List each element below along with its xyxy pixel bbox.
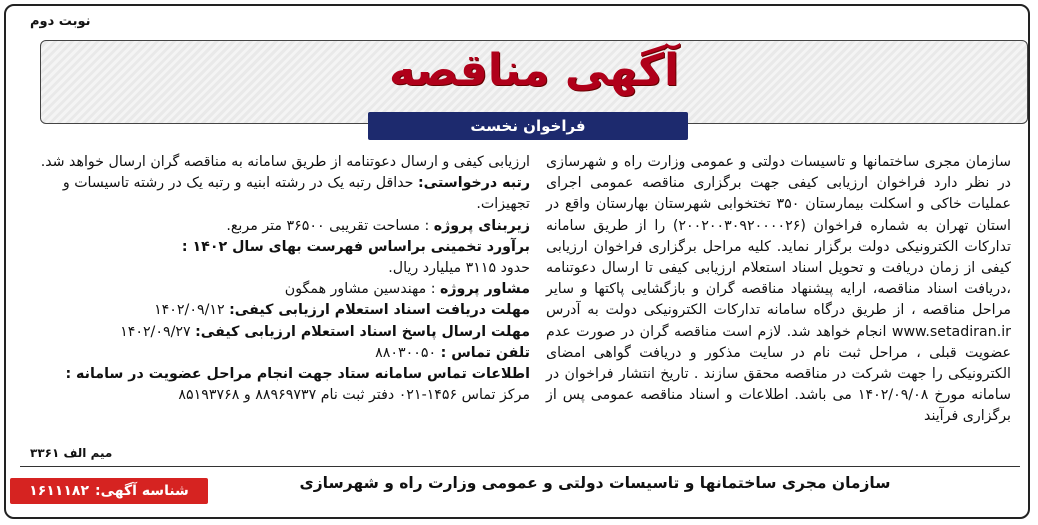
phone-value: ۸۸۰۳۰۰۵۰ <box>375 344 441 361</box>
footer-organization: سازمان مجری ساختمانها و تاسیسات دولتی و عمومی وزارت راه و شهرسازی <box>299 474 891 492</box>
ad-title: آگهی مناقصه <box>388 45 680 96</box>
contact-label: اطلاعات تماس سامانه ستاد جهت انجام مراحل عضویت در سامانه : <box>65 366 530 383</box>
ad-subtitle: فراخوان نخست <box>368 112 688 140</box>
ad-id-value: ۱۶۱۱۱۸۲ <box>29 483 89 499</box>
phone-label: تلفن تماس : <box>440 344 530 361</box>
footer-divider <box>20 466 1020 467</box>
body-right-column <box>546 152 1011 428</box>
rank-line <box>30 173 530 215</box>
rank-label: رتبه درخواستی: <box>417 175 530 192</box>
phone-line <box>30 343 530 364</box>
ad-id-label: شناسه آگهی: <box>95 483 189 499</box>
ad-id-badge <box>10 478 208 504</box>
body-left-column <box>30 152 530 406</box>
deadline1-line <box>30 300 530 321</box>
contact-value: مرکز تماس ۱۴۵۶-۰۲۱ دفتر ثبت نام ۸۸۹۶۹۷۳۷ و ۸۵۱۹۳۷۶۸ <box>178 387 530 404</box>
deadline1-label: مهلت دریافت اسناد استعلام ارزیابی کیفی: <box>229 302 530 319</box>
deadline1-value: ۱۴۰۲/۰۹/۱۲ <box>154 302 230 319</box>
consultant-line <box>30 279 530 300</box>
consultant-label: مشاور پروژه <box>440 281 530 298</box>
body-right-text: سازمان مجری ساختمانها و تاسیسات دولتی و عمومی وزارت راه و شهرسازی در نظر دارد فراخوان ارزیابی کیفی جهت برگزاری مناقصه عمومی اجرای عملیات خاکی و اسکلت بیمارستان ۳۵۰ تختخوابی شهرستان بهارستان واقع در استان تهران به شماره فراخوان (۲۰۰۲۰۰۳۰۹۲۰۰۰۰۲۶) را از طریق سامانه تدارکات الکترونیکی دولت برگزار نماید. کلیه مراحل برگزاری فراخوان ارزیابی کیفی از زمان دریافت و تحویل اسناد استعلام ارزیابی کیفی تا ارسال دعوتنامه ،دریافت اسناد مناقصه، ارایه پیشنهاد مناقصه گران و بازگشایی پاکتها و سایر مراحل مناقصه ، از طریق درگاه سامانه تدارکات الکترونیکی دولت به آدرس www.setadiran.ir انجام خواهد شد. لازم است مناقصه گران در صورت عدم عضویت قبلی ، مراحل ثبت نام در سایت مذکور و دریافت گواهی امضای الکترونیکی را جهت شرکت در مناقصه محقق سازند . تاریخ انتشار فراخوان در سامانه مورخ ۱۴۰۲/۰۹/۰۸ می باشد. اطلاعات و اسناد مناقصه عمومی پس از برگزاری فرآیند <box>546 154 1011 425</box>
deadline2-value: ۱۴۰۲/۰۹/۲۷ <box>120 323 196 340</box>
area-line <box>30 216 530 237</box>
area-label: زیربنای پروژه <box>433 217 530 234</box>
estimate-label: برآورد تخمینی براساس فهرست بهای سال ۱۴۰۲ : <box>181 238 530 255</box>
body-left-intro: ارزیابی کیفی و ارسال دعوتنامه از طریق سامانه به مناقصه گران ارسال خواهد شد. <box>40 154 530 170</box>
ad-code: میم الف ۳۳۶۱ <box>30 446 113 460</box>
round-label: نوبت دوم <box>30 14 91 29</box>
deadline2-line <box>30 322 530 343</box>
area-value: : مساحت تقریبی ۳۶۵۰۰ متر مربع. <box>226 217 434 234</box>
consultant-value: : مهندسین مشاور همگون <box>284 281 440 298</box>
rank-value: حداقل رتبه یک در رشته ابنیه و رتبه یک در رشته تاسیسات و تجهیزات. <box>62 175 530 213</box>
estimate-value: حدود ۳۱۱۵ میلیارد ریال. <box>388 260 530 277</box>
deadline2-label: مهلت ارسال پاسخ اسناد استعلام ارزیابی کیفی: <box>195 323 530 340</box>
